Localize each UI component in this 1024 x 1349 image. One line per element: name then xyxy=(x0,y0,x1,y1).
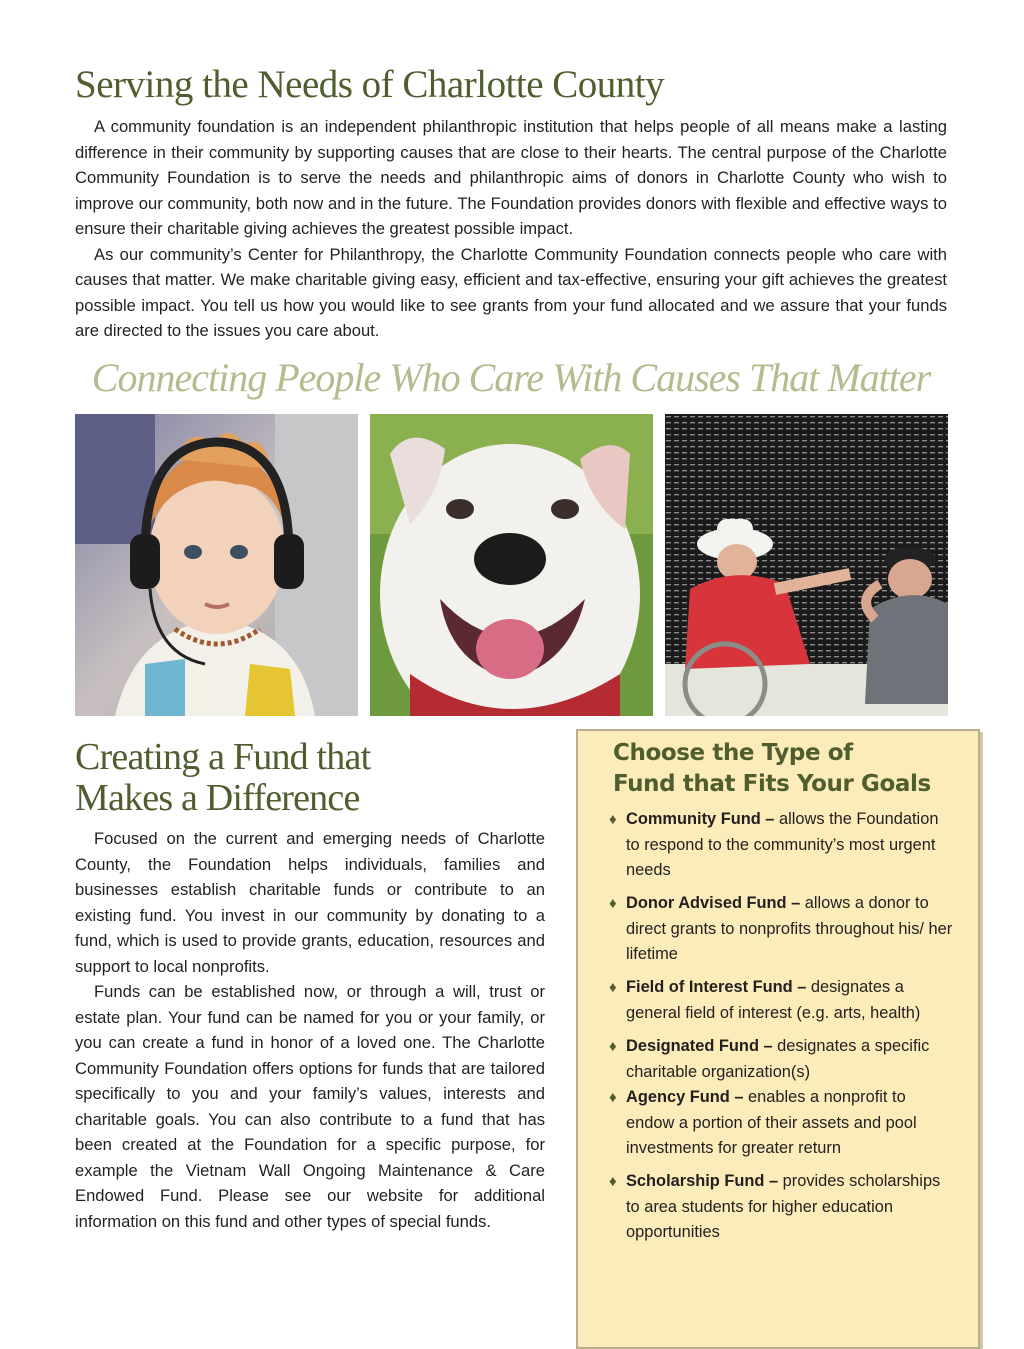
sidebar-title-line: Fund that Fits Your Goals xyxy=(613,771,931,797)
fund-paragraph: Funds can be established now, or through a will, trust or estate plan. Your fund can be named for you or your family, or you can create a fund in honor of a loved one. The Charlotte Community Foundation offers options for funds that are tailored specifically to you and your family’s values, interests and charitable goals. You can also contribute to a fund that has been created at the Foundation for a specific purpose, for example the Vietnam Wall Ongoing Maintenance & Care Endowed Fund. Please see our website for additional information on this fund and other types of special funds. xyxy=(75,982,545,1231)
sidebar-title-line: Choose the Type of xyxy=(613,740,853,766)
white-dog-photo xyxy=(370,414,653,716)
fund-type-item xyxy=(609,1034,954,1085)
fund-type-item xyxy=(609,1085,954,1162)
diamond-bullet-icon: ♦ xyxy=(609,1089,617,1106)
fund-type-item xyxy=(609,891,954,968)
fund-type-desc: designates a general field of interest (e.g. arts, health) xyxy=(626,978,921,1022)
diamond-bullet-icon: ♦ xyxy=(609,979,617,996)
fund-type-item xyxy=(609,807,954,884)
intro-paragraph: As our community’s Center for Philanthropy, the Charlotte Community Foundation connects people who care with causes that matter. We make charitable giving easy, efficient and tax-effective, ensuring your gift achieves the greatest possible impact. You tell us how you would like to see grants from your fund allocated and we assure that your funds are directed to the issues you care about. xyxy=(75,244,947,340)
fund-title-line: Makes a Difference xyxy=(75,777,360,819)
fund-type-desc: provides scholarships to area students for higher education opportunities xyxy=(626,1172,941,1241)
diamond-bullet-icon: ♦ xyxy=(609,895,617,912)
intro-section xyxy=(75,114,947,344)
intro-paragraph: A community foundation is an independent philanthropic institution that helps people of all means make a lasting difference in their community by supporting causes that are close to their hearts. The central purpose of the Charlotte Community Foundation is to serve the needs and philanthropic aims of donors in Charlotte County who wish to improve our community, both now and in the future. The Foundation provides donors with flexible and effective ways to ensure their charitable giving achieves the greatest possible impact. xyxy=(75,117,947,238)
sidebar-title xyxy=(613,738,931,800)
fund-type-name: Scholarship Fund – xyxy=(626,1172,779,1190)
veterans-at-wall-photo xyxy=(665,414,948,716)
fund-section-body xyxy=(75,826,545,1234)
fund-type-desc: allows a donor to direct grants to nonprofits throughout his/ her lifetime xyxy=(626,894,953,963)
fund-type-item xyxy=(609,1169,954,1246)
fund-type-desc: designates a specific charitable organization(s) xyxy=(626,1037,930,1081)
fund-type-name: Community Fund – xyxy=(626,810,775,828)
fund-type-name: Field of Interest Fund – xyxy=(626,978,807,996)
child-with-headphones-photo xyxy=(75,414,358,716)
fund-paragraph: Focused on the current and emerging needs of Charlotte County, the Foundation helps individuals, families and businesses establish charitable funds or contribute to an existing fund. You invest in our community by donating to a fund, which is used to provide grants, education, resources and support to local nonprofits. xyxy=(75,829,545,976)
diamond-bullet-icon: ♦ xyxy=(609,1173,617,1190)
fund-type-item xyxy=(609,975,954,1026)
fund-type-name: Agency Fund – xyxy=(626,1088,744,1106)
fund-title-line: Creating a Fund that xyxy=(75,736,371,778)
fund-type-desc: enables a nonprofit to endow a portion of their assets and pool investments for greater return xyxy=(626,1088,917,1157)
fund-section-title xyxy=(75,737,370,819)
page-title: Serving the Needs of Charlotte County xyxy=(75,63,665,106)
tagline: Connecting People Who Care With Causes That Matter xyxy=(91,355,931,400)
fund-type-desc: allows the Foundation to respond to the community’s most urgent needs xyxy=(626,810,939,879)
diamond-bullet-icon: ♦ xyxy=(609,811,617,828)
fund-type-name: Donor Advised Fund – xyxy=(626,894,801,912)
fund-type-name: Designated Fund – xyxy=(626,1037,773,1055)
diamond-bullet-icon: ♦ xyxy=(609,1038,617,1055)
